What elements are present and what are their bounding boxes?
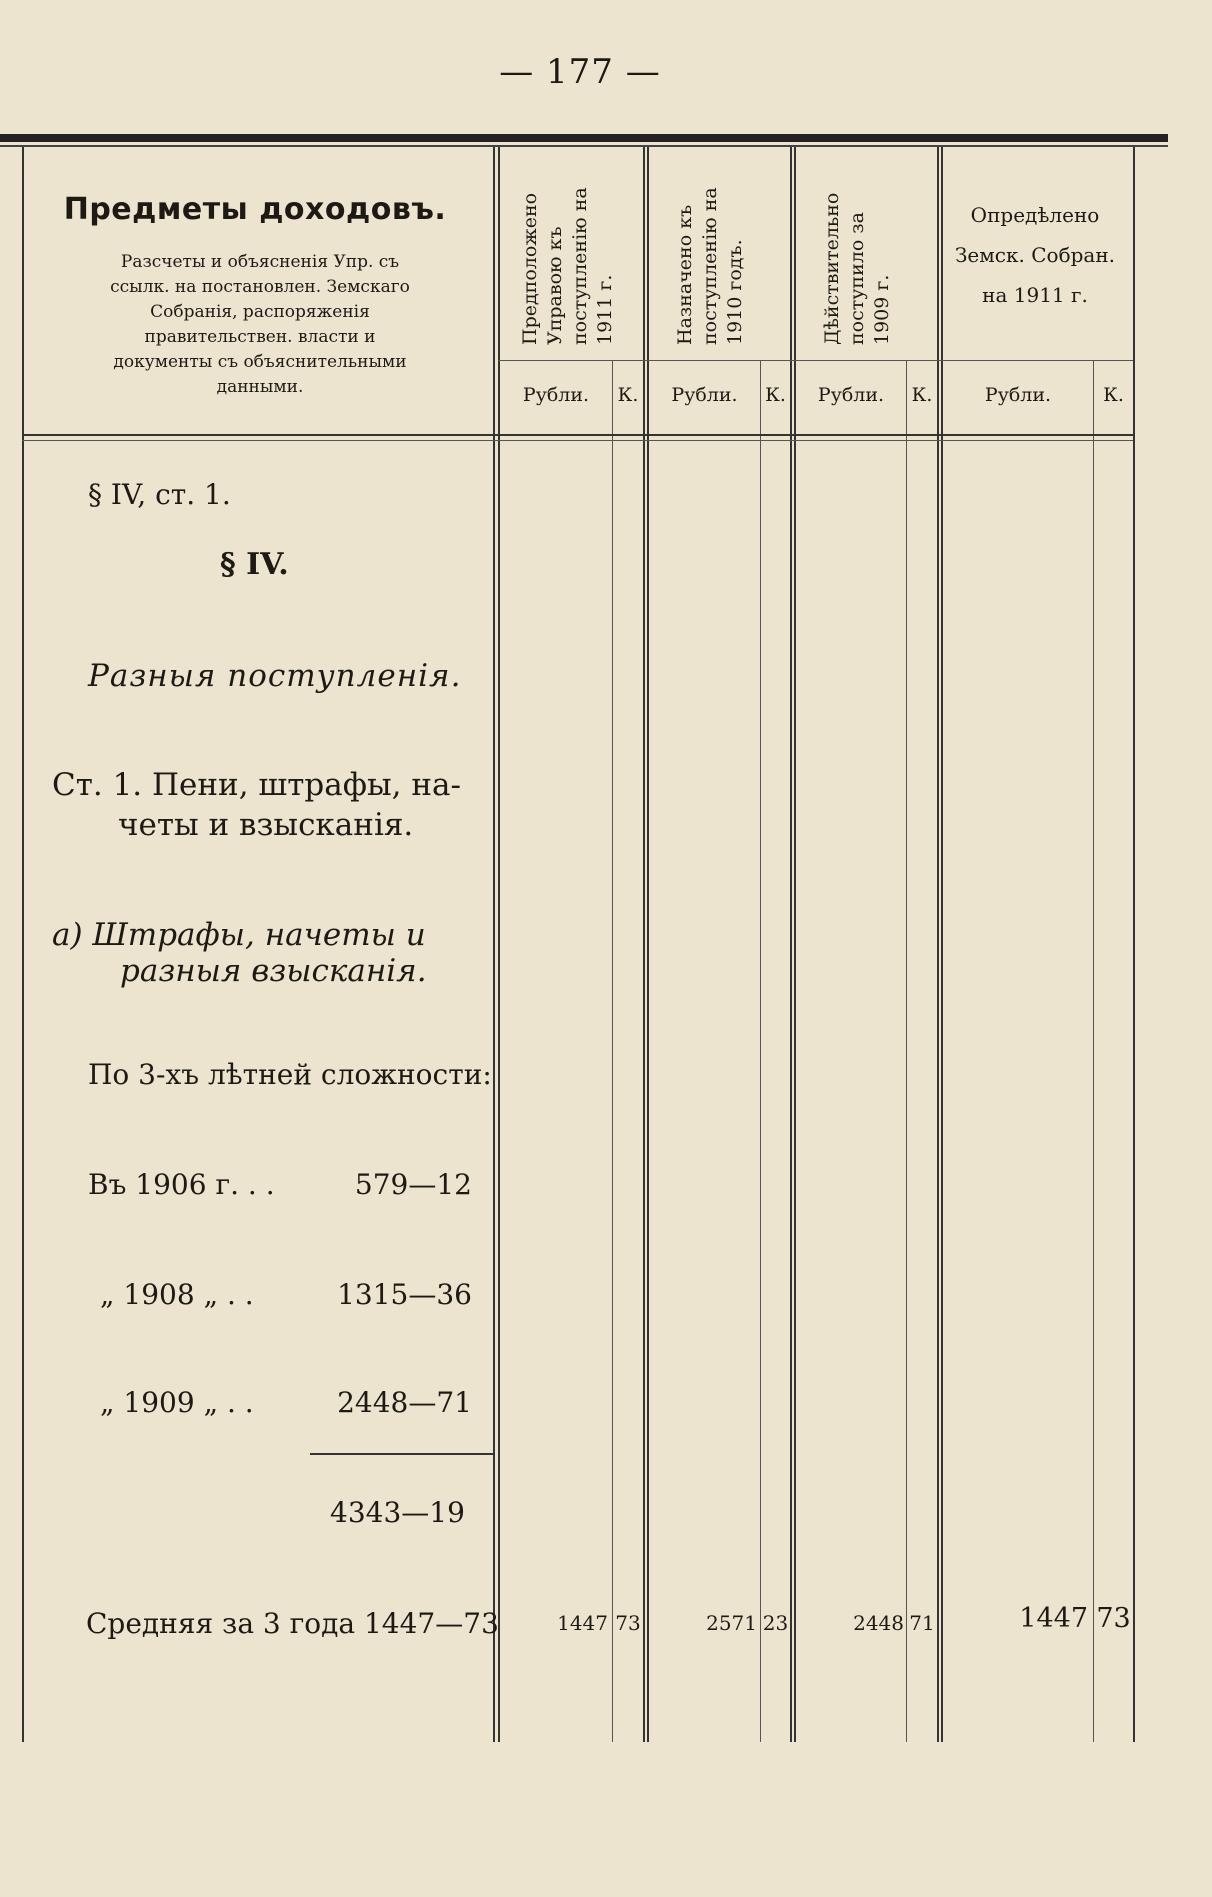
column-header-proposed: Предположено Управою къ поступленію на 1911 г. (519, 187, 616, 345)
section-heading: § IV. (220, 547, 289, 582)
amount-rub-assigned: 2571 (706, 1611, 757, 1635)
table-right-border (1133, 147, 1135, 1742)
sum-rule (310, 1453, 493, 1455)
header-note: Разсчеты и объясненія Упр. съ ссылк. на постановлен. Земскаго Собранія, распоряженія правительствен. власти и документы съ объяснительными данными. (110, 252, 410, 397)
subarticle-title-line2: разныя взысканія. (120, 953, 427, 989)
column-divider (643, 147, 645, 1742)
unit-rub-label: Рубли. (817, 384, 885, 406)
article-title-line1: Ст. 1. Пени, штрафы, на- (52, 767, 461, 803)
amount-kop-determined: 73 (1096, 1603, 1131, 1634)
column-divider (790, 147, 792, 1742)
unit-kop-label: К. (765, 384, 786, 406)
unit-kop-label: К. (911, 384, 933, 406)
column-header-actual: Дѣйствительно поступило за 1909 г. (821, 192, 893, 345)
header-title: Предметы доходовъ. (63, 192, 447, 227)
unit-rub-label: Рубли. (984, 384, 1052, 406)
year-row (100, 1278, 472, 1311)
section-reference: § IV, ст. 1. (88, 478, 231, 511)
amount-rub-actual: 2448 (853, 1611, 904, 1635)
year-value: 1315—36 (337, 1278, 472, 1311)
top-rule-thin (0, 145, 1168, 147)
unit-rub-label: Рубли. (522, 384, 590, 406)
header-bottom-rule-thin (22, 440, 1133, 441)
unit-kop-label: К. (1103, 384, 1124, 406)
page-number: — 177 — (499, 52, 661, 92)
total-sum: 4343—19 (330, 1496, 465, 1529)
amount-rub-determined: 1447 (1019, 1603, 1088, 1634)
article-title-line2: четы и взысканія. (118, 807, 414, 843)
column-header-determined: Опредѣлено Земск. Собран. на 1911 г. (954, 203, 1116, 307)
amount-kop-assigned: 23 (762, 1611, 789, 1635)
period-title: По 3-хъ лѣтней сложности: (88, 1058, 492, 1091)
year-value: 579—12 (354, 1168, 472, 1201)
amount-kop-proposed: 73 (615, 1611, 641, 1635)
year-label: „ 1909 „ . . (100, 1386, 254, 1419)
kop-divider (906, 360, 907, 1742)
unit-kop-label: К. (617, 384, 639, 406)
top-rule (0, 134, 1168, 142)
unit-row-line (498, 360, 1133, 361)
year-row (88, 1168, 472, 1201)
kop-divider (1093, 360, 1094, 1742)
section-title: Разныя поступленія. (88, 658, 462, 694)
kop-divider (760, 360, 761, 1742)
year-row (100, 1386, 472, 1419)
column-divider (937, 147, 939, 1742)
year-label: Въ 1906 г. . . (88, 1168, 275, 1201)
year-label: „ 1908 „ . . (100, 1278, 254, 1311)
table-left-border (22, 147, 24, 1742)
amount-kop-actual: 71 (909, 1611, 935, 1635)
year-value: 2448—71 (337, 1386, 472, 1419)
average-line: Средняя за 3 года 1447—73 (86, 1607, 499, 1640)
amount-rub-proposed: 1447 (557, 1611, 608, 1635)
kop-divider (612, 360, 613, 1742)
column-divider (493, 147, 495, 1742)
unit-rub-label: Рубли. (671, 384, 738, 406)
header-bottom-rule (22, 434, 1133, 436)
column-header-assigned: Назначено къ поступленію на 1910 годъ. (674, 187, 746, 345)
subarticle-title-line1: а) Штрафы, начеты и (52, 917, 426, 953)
